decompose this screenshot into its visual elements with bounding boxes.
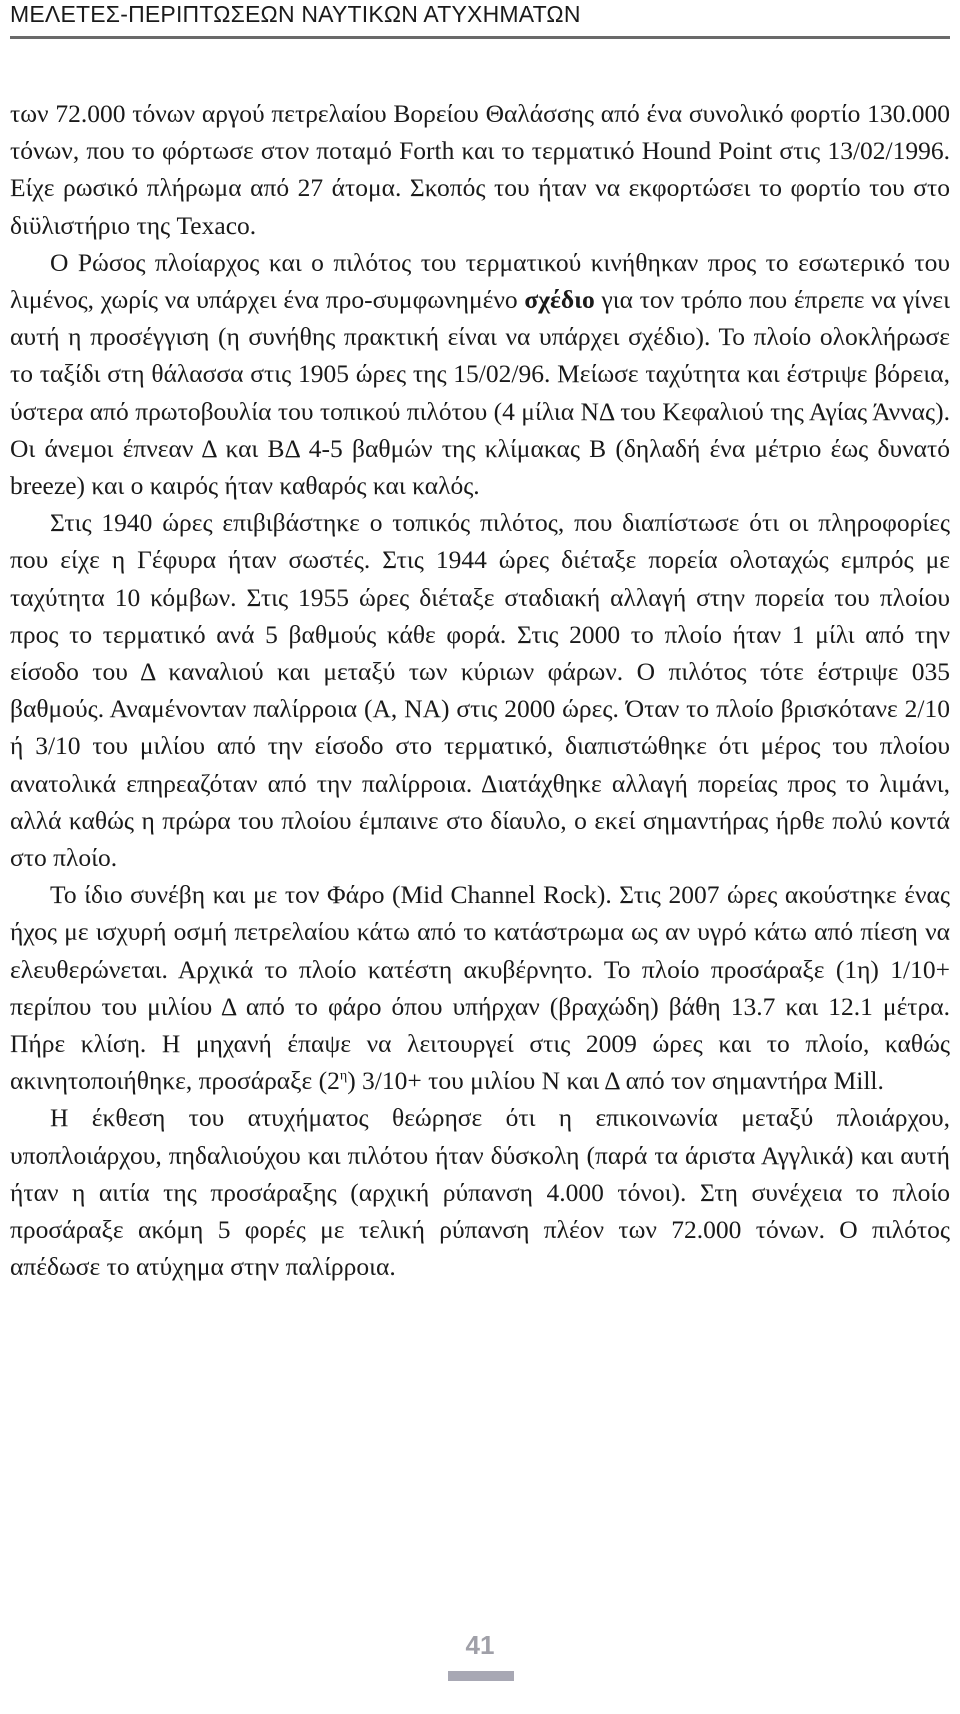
- paragraph-3: Στις 1940 ώρες επιβιβάστηκε ο τοπικός πιλότος, που διαπίστωσε ότι οι πληροφορίες που είχε η Γέφυρα ήταν σωστές. Στις 1944 ώρες διέταξε πορεία ολοταχώς εμπρός με ταχύτητα 10 κόμβων. Στις 1955 ώρες διέταξε σταδιακή αλλαγή στην πορεία του πλοίου προς το τερματικό ανά 5 βαθμούς κάθε φορά. Στις 2000 το πλοίο ήταν 1 μίλι από την είσοδο του Δ καναλιού και μεταξύ των κύριων φάρων. Ο πιλότος τότε έστριψε 035 βαθμούς. Αναμένονταν παλίρροια (Α, ΝΑ) στις 2000 ώρες. Όταν το πλοίο βρισκότανε 2/10 ή 3/10 του μιλίου από την είσοδο στο τερματικό, διαπιστώθηκε ότι μέρος του πλοίου ανατολικά επηρεαζόταν από την παλίρροια. Διατάχθηκε αλλαγή πορείας προς το λιμάνι, αλλά καθώς η πρώρα του πλοίου έμπαινε στο δίαυλο, ο εκεί σημαντήρας ήρθε πολύ κοντά στο πλοίο.: [10, 508, 950, 873]
- paragraph-4-text-end: ) 3/10+ του μιλίου Ν και Δ από τον σημαντήρα Mill.: [347, 1066, 884, 1096]
- header-divider: [10, 36, 950, 39]
- paragraph-5: Η έκθεση του ατυχήματος θεώρησε ότι η επικοινωνία μεταξύ πλοιάρχου, υποπλοιάρχου, πηδαλιούχου και πιλότου ήταν δύσκολη (παρά τα άριστα Αγγλικά) και αυτή ήταν η αιτία της προσάραξης (αρχική ρύπανση 4.000 τόνοι). Στη συνέχεια το πλοίο προσάραξε ακόμη 5 φορές με τελική ρύπανση πλέον των 72.000 τόνων. Ο πιλότος απέδωσε το ατύχημα στην παλίρροια.: [10, 1103, 950, 1282]
- page-body: [10, 95, 950, 1286]
- page-footer: [0, 1622, 960, 1692]
- paragraph-4-superscript: η: [339, 1068, 348, 1084]
- paragraph-continuation: των 72.000 τόνων αργού πετρελαίου Βορείου Θαλάσσης από ένα συνολικό φορτίο 130.000 τόνων, που το φόρτωσε στον ποταμό Forth και το τερματικό Hound Point στις 13/02/1996. Είχε ρωσικό πλήρωμα από 27 άτομα. Σκοπός του ήταν να εκφορτώσει το φορτίο του στο διϋλιστήριο της Texaco.: [10, 99, 950, 240]
- paragraph-2: [10, 244, 950, 504]
- running-header: [10, 0, 950, 38]
- page-number: 41: [465, 1630, 495, 1660]
- paragraph-4-text-start: Το ίδιο συνέβη και με τον Φάρο (Mid Channel Rock). Στις 2007 ώρες ακούστηκε ένας ήχος με ισχυρή οσμή πετρελαίου κάτω από το κατάστρωμα ως αν υγρό κάτω από πίεση να ελευθερώνεται. Αρχικά το πλοίο κατέστη ακυβέρνητο. Το πλοίο προσάραξε (1η) 1/10+ περίπου του μιλίου Δ από το φάρο όπου υπήρχαν (βραχώδη) βάθη 13.7 και 12.1 μέτρα. Πήρε κλίση. Η μηχανή έπαψε να λειτουργεί στις 2009 ώρες και το πλοίο, καθώς ακινητοποιήθηκε, προσάραξε (2: [10, 880, 950, 1096]
- paragraph-2-text-start: Ο Ρώσος πλοίαρχος και ο πιλότος του τερματικού κινήθηκαν προς το εσωτερικό του λιμένος, χωρίς να υπάρχει ένα προ-συμφωνημένο: [10, 247, 950, 315]
- paragraph-2-text-end: για τον τρόπο που έπρεπε να γίνει αυτή η προσέγγιση (η συνήθης πρακτική είναι να υπάρχει σχέδιο). Το πλοίο ολοκλήρωσε το ταξίδι στη θάλασσα στις 1905 ώρες της 15/02/96. Μείωσε ταχύτητα και έστριψε βόρεια, ύστερα από πρωτοβουλία του τοπικού πιλότου (4 μίλια ΝΔ του Κεφαλιού της Αγίας Άννας). Οι άνεμοι έπνεαν Δ και ΒΔ 4-5 βαθμών της κλίμακας Β (δηλαδή ένα μέτριο έως δυνατό breeze) και ο καιρός ήταν καθαρός και καλός.: [10, 285, 950, 501]
- paragraph-2-bold-term: σχέδιο: [524, 285, 595, 315]
- paragraph-4: [10, 876, 950, 1099]
- running-header-title: ΜΕΛΕΤΕΣ-ΠΕΡΙΠΤΩΣΕΩΝ ΝΑΥΤΙΚΩΝ ΑΤΥΧΗΜΑΤΩΝ: [10, 1, 581, 27]
- page-number-bar: [448, 1671, 514, 1681]
